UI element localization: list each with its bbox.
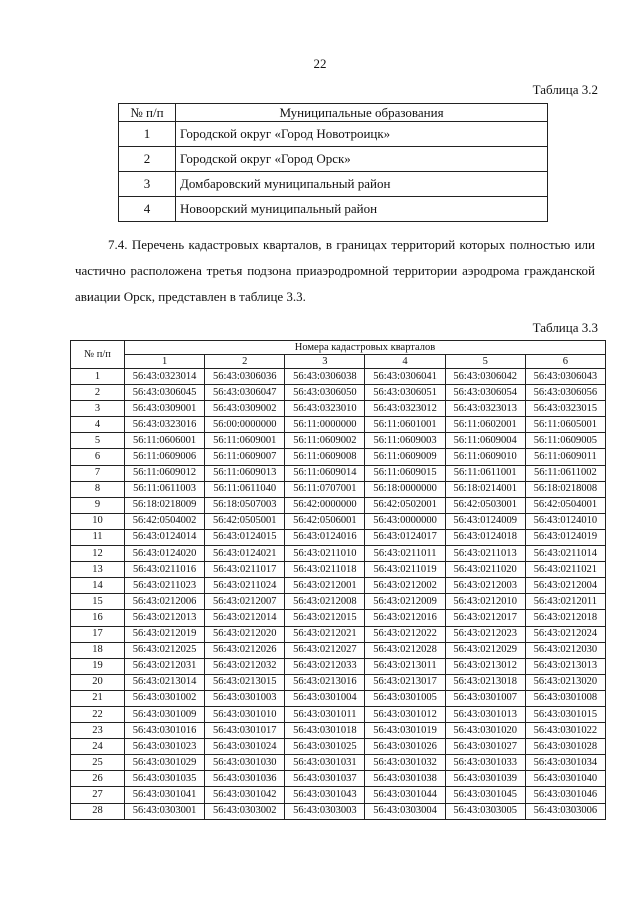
cadastral-number: 56:43:0301038 <box>365 771 445 787</box>
table-row <box>71 803 606 819</box>
cadastral-number: 56:43:0301013 <box>445 706 525 722</box>
table-row <box>71 578 606 594</box>
table-row <box>71 433 606 449</box>
cadastral-number: 56:43:0306045 <box>125 385 205 401</box>
cadastral-number: 56:11:0611003 <box>125 481 205 497</box>
table-row <box>71 562 606 578</box>
cadastral-number: 56:43:0124014 <box>125 529 205 545</box>
cadastral-number: 56:43:0212007 <box>205 594 285 610</box>
cadastral-number: 56:11:0609004 <box>445 433 525 449</box>
cadastral-number: 56:42:0503001 <box>445 497 525 513</box>
cadastral-number: 56:43:0212029 <box>445 642 525 658</box>
cadastral-number: 56:18:0214001 <box>445 481 525 497</box>
page-number: 22 <box>313 56 327 71</box>
table-row <box>71 465 606 481</box>
cadastral-number: 56:43:0124020 <box>125 546 205 562</box>
cadastral-number: 56:43:0212009 <box>365 594 445 610</box>
cadastral-number: 56:43:0301017 <box>205 723 285 739</box>
cadastral-number: 56:43:0306038 <box>285 369 365 385</box>
table-row <box>71 385 606 401</box>
row-number: 8 <box>71 481 125 497</box>
cadastral-number: 56:43:0301012 <box>365 706 445 722</box>
cadastral-number: 56:18:0218008 <box>525 481 605 497</box>
cadastral-number: 56:43:0323012 <box>365 401 445 417</box>
cadastral-number: 56:18:0507003 <box>205 497 285 513</box>
cadastral-number: 56:43:0301024 <box>205 739 285 755</box>
cadastral-number: 56:43:0212017 <box>445 610 525 626</box>
table-row <box>71 513 606 529</box>
cadastral-number: 56:43:0301035 <box>125 771 205 787</box>
paragraph-7-4 <box>75 232 595 310</box>
cadastral-number: 56:43:0303004 <box>365 803 445 819</box>
paragraph-text: 7.4. Перечень кадастровых кварталов, в границах территорий которых полностью или частично расположена третья подзона приаэродромной территории аэродрома гражданской авиации Орск, представлен в таблице 3.3. <box>75 237 595 304</box>
cadastral-number: 56:42:0000000 <box>285 497 365 513</box>
table-3-3-caption: Таблица 3.3 <box>532 320 598 335</box>
cadastral-number: 56:43:0212033 <box>285 658 365 674</box>
cadastral-number: 56:11:0000000 <box>285 417 365 433</box>
row-number: 3 <box>119 172 176 197</box>
cadastral-number: 56:11:0609011 <box>525 449 605 465</box>
row-number: 24 <box>71 739 125 755</box>
cadastral-number: 56:43:0000000 <box>365 513 445 529</box>
cadastral-number: 56:43:0212023 <box>445 626 525 642</box>
cadastral-number: 56:43:0212010 <box>445 594 525 610</box>
cadastral-number: 56:43:0301011 <box>285 706 365 722</box>
row-number: 1 <box>71 369 125 385</box>
cadastral-number: 56:43:0213018 <box>445 674 525 690</box>
table-row <box>71 546 606 562</box>
cadastral-number: 56:43:0323014 <box>125 369 205 385</box>
row-number: 25 <box>71 755 125 771</box>
cadastral-number: 56:11:0606001 <box>125 433 205 449</box>
cadastral-number: 56:43:0212021 <box>285 626 365 642</box>
cadastral-number: 56:43:0301043 <box>285 787 365 803</box>
cadastral-number: 56:43:0309001 <box>125 401 205 417</box>
table-row <box>71 369 606 385</box>
cadastral-number: 56:43:0213015 <box>205 674 285 690</box>
table-row <box>71 755 606 771</box>
cadastral-number: 56:43:0301027 <box>445 739 525 755</box>
cadastral-number: 56:11:0605001 <box>525 417 605 433</box>
cadastral-number: 56:11:0609010 <box>445 449 525 465</box>
cadastral-number: 56:43:0301031 <box>285 755 365 771</box>
cadastral-number: 56:11:0601001 <box>365 417 445 433</box>
row-number: 22 <box>71 706 125 722</box>
cadastral-number: 56:43:0301016 <box>125 723 205 739</box>
row-number: 12 <box>71 546 125 562</box>
table-row <box>71 787 606 803</box>
cadastral-number: 56:43:0301007 <box>445 690 525 706</box>
cadastral-number: 56:11:0609012 <box>125 465 205 481</box>
cadastral-number: 56:42:0506001 <box>285 513 365 529</box>
row-number: 10 <box>71 513 125 529</box>
cadastral-number: 56:43:0124016 <box>285 529 365 545</box>
row-number: 23 <box>71 723 125 739</box>
cadastral-number: 56:43:0124021 <box>205 546 285 562</box>
row-number: 21 <box>71 690 125 706</box>
cadastral-number: 56:18:0000000 <box>365 481 445 497</box>
cadastral-number: 56:43:0211016 <box>125 562 205 578</box>
cadastral-number: 56:11:0707001 <box>285 481 365 497</box>
cadastral-number: 56:43:0212031 <box>125 658 205 674</box>
row-number: 2 <box>119 147 176 172</box>
num-header: № п/п <box>119 104 176 122</box>
num-header: № п/п <box>71 341 125 369</box>
cadastral-number: 56:43:0301030 <box>205 755 285 771</box>
cadastral-number: 56:43:0212020 <box>205 626 285 642</box>
cadastral-number: 56:43:0301034 <box>525 755 605 771</box>
cadastral-number: 56:43:0213020 <box>525 674 605 690</box>
cadastral-number: 56:43:0211014 <box>525 546 605 562</box>
cadastral-number: 56:43:0301029 <box>125 755 205 771</box>
cadastral-number: 56:43:0306050 <box>285 385 365 401</box>
cadastral-number: 56:43:0301026 <box>365 739 445 755</box>
cadastral-number: 56:11:0609002 <box>285 433 365 449</box>
cadastral-number: 56:43:0301041 <box>125 787 205 803</box>
row-number: 7 <box>71 465 125 481</box>
cadastral-number: 56:43:0306047 <box>205 385 285 401</box>
cadastral-number: 56:43:0306041 <box>365 369 445 385</box>
cadastral-number: 56:43:0212006 <box>125 594 205 610</box>
table-row <box>71 481 606 497</box>
cadastral-number: 56:43:0211011 <box>365 546 445 562</box>
row-number: 5 <box>71 433 125 449</box>
cadastral-number: 56:43:0303001 <box>125 803 205 819</box>
table-row <box>71 674 606 690</box>
cadastral-number: 56:43:0124010 <box>525 513 605 529</box>
cadastral-number: 56:43:0212015 <box>285 610 365 626</box>
table-row <box>119 122 548 147</box>
cadastral-number: 56:43:0301015 <box>525 706 605 722</box>
cadastral-number: 56:43:0124019 <box>525 529 605 545</box>
row-number: 2 <box>71 385 125 401</box>
column-number: 2 <box>205 355 285 369</box>
cadastral-number: 56:43:0323015 <box>525 401 605 417</box>
table-row <box>71 594 606 610</box>
group-header: Номера кадастровых кварталов <box>125 341 606 355</box>
row-number: 1 <box>119 122 176 147</box>
cadastral-number: 56:43:0301039 <box>445 771 525 787</box>
cadastral-number: 56:43:0212022 <box>365 626 445 642</box>
row-number: 13 <box>71 562 125 578</box>
cadastral-number: 56:43:0213012 <box>445 658 525 674</box>
cadastral-number: 56:42:0504002 <box>125 513 205 529</box>
cadastral-number: 56:11:0609001 <box>205 433 285 449</box>
cadastral-number: 56:43:0301046 <box>525 787 605 803</box>
cadastral-number: 56:43:0211023 <box>125 578 205 594</box>
row-number: 3 <box>71 401 125 417</box>
cadastral-number: 56:43:0301044 <box>365 787 445 803</box>
cadastral-number: 56:43:0301033 <box>445 755 525 771</box>
cadastral-number: 56:43:0211018 <box>285 562 365 578</box>
cadastral-number: 56:43:0301004 <box>285 690 365 706</box>
cadastral-number: 56:11:0609008 <box>285 449 365 465</box>
row-number: 6 <box>71 449 125 465</box>
cadastral-number: 56:43:0303006 <box>525 803 605 819</box>
table-row <box>119 147 548 172</box>
cadastral-number: 56:43:0323013 <box>445 401 525 417</box>
cadastral-number: 56:43:0211020 <box>445 562 525 578</box>
cadastral-number: 56:43:0213013 <box>525 658 605 674</box>
municipalities-table <box>118 103 548 222</box>
cadastral-number: 56:43:0301003 <box>205 690 285 706</box>
table-row <box>71 610 606 626</box>
cadastral-number: 56:43:0212028 <box>365 642 445 658</box>
cadastral-number: 56:11:0609013 <box>205 465 285 481</box>
cadastral-number: 56:11:0609015 <box>365 465 445 481</box>
cadastral-number: 56:43:0212001 <box>285 578 365 594</box>
municipality-header: Муниципальные образования <box>176 104 548 122</box>
table-3-2-caption: Таблица 3.2 <box>532 82 598 97</box>
row-number: 11 <box>71 529 125 545</box>
cadastral-number: 56:43:0212011 <box>525 594 605 610</box>
row-number: 19 <box>71 658 125 674</box>
cadastral-number: 56:43:0306051 <box>365 385 445 401</box>
table-row <box>71 690 606 706</box>
cadastral-number: 56:43:0301025 <box>285 739 365 755</box>
cadastral-number: 56:43:0303005 <box>445 803 525 819</box>
cadastral-number: 56:43:0213011 <box>365 658 445 674</box>
cadastral-number: 56:43:0301022 <box>525 723 605 739</box>
row-number: 14 <box>71 578 125 594</box>
cadastral-number: 56:43:0124017 <box>365 529 445 545</box>
cadastral-number: 56:43:0124015 <box>205 529 285 545</box>
table-row <box>71 529 606 545</box>
cadastral-number: 56:43:0323010 <box>285 401 365 417</box>
cadastral-number: 56:43:0124018 <box>445 529 525 545</box>
row-number: 15 <box>71 594 125 610</box>
table-header-row <box>71 341 606 355</box>
cadastral-number: 56:00:0000000 <box>205 417 285 433</box>
table-row <box>71 417 606 433</box>
cadastral-number: 56:43:0212032 <box>205 658 285 674</box>
cadastral-number: 56:43:0323016 <box>125 417 205 433</box>
cadastral-number: 56:43:0212013 <box>125 610 205 626</box>
cadastral-number: 56:43:0212026 <box>205 642 285 658</box>
cadastral-number: 56:43:0211019 <box>365 562 445 578</box>
row-number: 4 <box>119 197 176 222</box>
column-number-row <box>71 355 606 369</box>
cadastral-number: 56:11:0609005 <box>525 433 605 449</box>
cadastral-quarters-table <box>70 340 606 820</box>
table-row <box>71 497 606 513</box>
cadastral-number: 56:43:0212025 <box>125 642 205 658</box>
cadastral-number: 56:43:0301037 <box>285 771 365 787</box>
cadastral-number: 56:11:0609006 <box>125 449 205 465</box>
cadastral-number: 56:43:0212004 <box>525 578 605 594</box>
cadastral-number: 56:43:0306056 <box>525 385 605 401</box>
cadastral-number: 56:43:0213016 <box>285 674 365 690</box>
cadastral-number: 56:43:0301040 <box>525 771 605 787</box>
cadastral-number: 56:43:0301032 <box>365 755 445 771</box>
table-row <box>71 642 606 658</box>
cadastral-number: 56:43:0212027 <box>285 642 365 658</box>
cadastral-number: 56:43:0301020 <box>445 723 525 739</box>
cadastral-number: 56:11:0609014 <box>285 465 365 481</box>
cadastral-number: 56:43:0303002 <box>205 803 285 819</box>
cadastral-number: 56:42:0504001 <box>525 497 605 513</box>
cadastral-number: 56:43:0301008 <box>525 690 605 706</box>
row-number: 20 <box>71 674 125 690</box>
table-row <box>71 739 606 755</box>
cadastral-number: 56:43:0301002 <box>125 690 205 706</box>
row-number: 18 <box>71 642 125 658</box>
municipality-name: Городской округ «Город Новотроицк» <box>176 122 548 147</box>
cadastral-number: 56:43:0211017 <box>205 562 285 578</box>
table-row <box>71 626 606 642</box>
cadastral-number: 56:43:0212008 <box>285 594 365 610</box>
cadastral-number: 56:43:0301042 <box>205 787 285 803</box>
cadastral-number: 56:11:0611002 <box>525 465 605 481</box>
cadastral-number: 56:43:0306043 <box>525 369 605 385</box>
cadastral-number: 56:43:0301028 <box>525 739 605 755</box>
table-row <box>71 658 606 674</box>
cadastral-number: 56:42:0505001 <box>205 513 285 529</box>
cadastral-number: 56:43:0212002 <box>365 578 445 594</box>
table-row <box>71 771 606 787</box>
municipality-name: Новоорский муниципальный район <box>176 197 548 222</box>
cadastral-number: 56:43:0309002 <box>205 401 285 417</box>
cadastral-number: 56:43:0301010 <box>205 706 285 722</box>
cadastral-number: 56:43:0212024 <box>525 626 605 642</box>
cadastral-number: 56:43:0301009 <box>125 706 205 722</box>
cadastral-number: 56:43:0124009 <box>445 513 525 529</box>
table-row <box>119 197 548 222</box>
row-number: 9 <box>71 497 125 513</box>
cadastral-number: 56:43:0306042 <box>445 369 525 385</box>
cadastral-number: 56:43:0213017 <box>365 674 445 690</box>
cadastral-number: 56:43:0306036 <box>205 369 285 385</box>
cadastral-number: 56:43:0306054 <box>445 385 525 401</box>
cadastral-number: 56:43:0212016 <box>365 610 445 626</box>
column-number: 4 <box>365 355 445 369</box>
row-number: 17 <box>71 626 125 642</box>
cadastral-number: 56:43:0301036 <box>205 771 285 787</box>
cadastral-number: 56:18:0218009 <box>125 497 205 513</box>
table-row <box>71 401 606 417</box>
cadastral-number: 56:43:0301019 <box>365 723 445 739</box>
cadastral-number: 56:43:0212019 <box>125 626 205 642</box>
cadastral-number: 56:43:0212030 <box>525 642 605 658</box>
row-number: 28 <box>71 803 125 819</box>
cadastral-number: 56:42:0502001 <box>365 497 445 513</box>
cadastral-number: 56:43:0211010 <box>285 546 365 562</box>
column-number: 3 <box>285 355 365 369</box>
column-number: 6 <box>525 355 605 369</box>
table-row <box>71 723 606 739</box>
row-number: 16 <box>71 610 125 626</box>
cadastral-number: 56:43:0212018 <box>525 610 605 626</box>
cadastral-number: 56:11:0602001 <box>445 417 525 433</box>
municipality-name: Домбаровский муниципальный район <box>176 172 548 197</box>
table-row <box>71 706 606 722</box>
row-number: 4 <box>71 417 125 433</box>
cadastral-number: 56:11:0609007 <box>205 449 285 465</box>
cadastral-number: 56:43:0212003 <box>445 578 525 594</box>
cadastral-number: 56:43:0212014 <box>205 610 285 626</box>
cadastral-number: 56:43:0211024 <box>205 578 285 594</box>
municipality-name: Городской округ «Город Орск» <box>176 147 548 172</box>
row-number: 26 <box>71 771 125 787</box>
cadastral-number: 56:43:0303003 <box>285 803 365 819</box>
column-number: 1 <box>125 355 205 369</box>
cadastral-number: 56:43:0301045 <box>445 787 525 803</box>
cadastral-number: 56:11:0611040 <box>205 481 285 497</box>
table-row <box>71 449 606 465</box>
cadastral-number: 56:11:0609003 <box>365 433 445 449</box>
cadastral-number: 56:11:0611001 <box>445 465 525 481</box>
cadastral-number: 56:43:0211021 <box>525 562 605 578</box>
cadastral-number: 56:43:0211013 <box>445 546 525 562</box>
cadastral-number: 56:43:0301023 <box>125 739 205 755</box>
row-number: 27 <box>71 787 125 803</box>
cadastral-number: 56:43:0301018 <box>285 723 365 739</box>
column-number: 5 <box>445 355 525 369</box>
cadastral-number: 56:11:0609009 <box>365 449 445 465</box>
table-row <box>119 172 548 197</box>
cadastral-number: 56:43:0213014 <box>125 674 205 690</box>
table-header-row <box>119 104 548 122</box>
cadastral-number: 56:43:0301005 <box>365 690 445 706</box>
